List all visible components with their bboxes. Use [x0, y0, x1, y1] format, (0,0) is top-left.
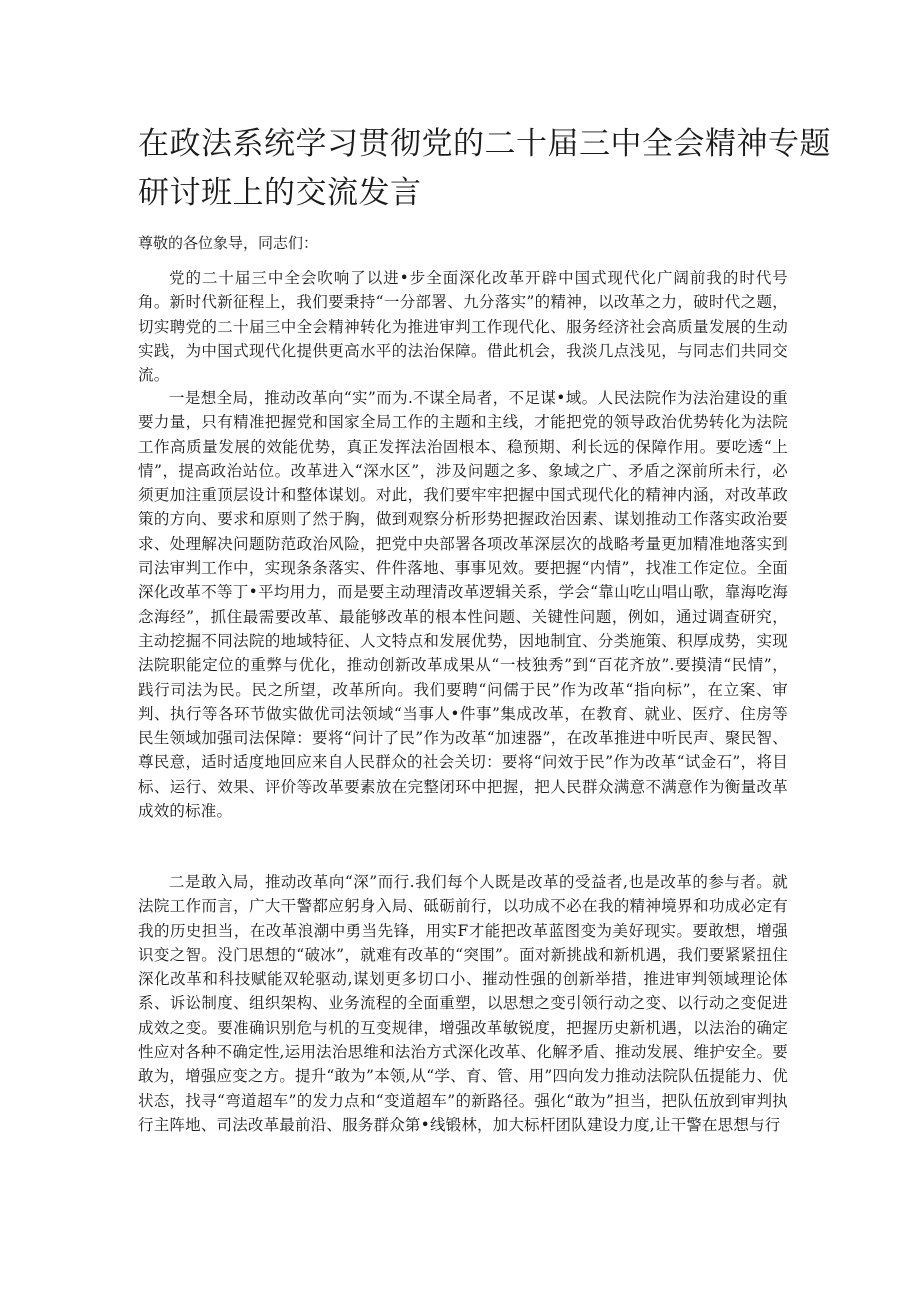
paragraph-intro: 党的二十届三中全会吹响了以进•步全面深化改革开辟中国式现代化广阔前我的时代号角。新时代新征程上，我们要秉持“一分部署、九分落实”的精神，以改革之力，破时代之题，切实聘党的二十届三中全会精神转化为推进审判工作现代化、服务经济社会高质量发展的生动实践，为中国式现代化提供更高水平的法治保障。借此机会，我淡几点浅见，与同志们共同交流。	[138, 269, 788, 385]
salutation: 尊敬的各位象导，同志们：	[138, 234, 319, 252]
paragraph-point-two: 二是敢入局，推动改革向“深”而行.我们每个人既是改革的受益者,也是改革的参与者。就法院工作而言，广大干警都应躬身入局、砥砺前行，以功成不必在我的精神境界和功成必定有我的历史担当，在改革浪潮中勇当先锋，用实F才能把改革蓝图变为美好现实。要敢想，增强识变之智。没门思想的“破冰”，就难有改革的“突围”。面对新挑战和新机遇，我们要紧紧扭住深化改革和科技赋能双轮驱动,谋划更多切口小、摧动性强的创新举措，推进审判领域理论体系、诉讼制度、组织架构、业务流程的全面重塑，以思想之变引领行动之变、以行动之变促进成效之变。要准确识别危与机的互变规律，增强改革敏锐度，把握历史新机遇，以法治的确定性应对各种不确定性,运用法治思维和法治方式深化改革、化解矛盾、推动发展、维护安全。要敢为，增强应变之方。提升“敢为”本领,从“学、育、管、用”四向发力推动法院队伍提能力、优状态，找寻“弯道超车”的发力点和“变道超车”的新路径。强化“敢为”担当，把队伍放到审判执行主阵地、司法改革最前沿、服务群众第•线锻林，加大标杆团队建设力度,让干警在思想与行	[138, 873, 788, 1134]
document-title-line-1: 在政法系统学习贯彻党的二十届三中全会精神专题	[138, 126, 831, 162]
document-title-line-2: 研讨班上的交流发言	[138, 175, 422, 211]
paragraph-point-one: 一是想全局，推动改革向“实”而为.不谋全局者，不足谋•域。人民法院作为法治建设的重要力量，只有精准把握党和国家全局工作的主题和主线，才能把党的领导政治优势转化为法院工作高质量发展的效能优势，真正发挥法治固根本、稳预期、利长远的保障作用。要吃透“上情”，提高政治站位。改革进入“深水区”，涉及问题之多、象域之广、矛盾之深前所未行，必须更加注重顶层设计和整体谋划。对此，我们要牢牢把握中国式现代化的精神内涵，对改革政策的方向、要求和原则了然于胸，做到观察分析形势把握政治因素、谋划推动工作落实政治要求、处理解决问题防范政治风险，把党中央部署各项改革深层次的战略考量更加精准地落实到司法审判工作中，实现条条落实、件件落地、事事见效。要把握“内情”，找准工作定位。全面深化改革不等丁•平均用力，而是要主动理清改革逻辑关系，学会“靠山吃山唱山歌，靠海吃海念海经”，抓住最需要改革、最能够改革的根本性问题、关键性问题，例如，通过调查研究，主动挖掘不同法院的地域特征、人文特点和发展优势，因地制宜、分类施策、积厚成势，实现法院职能定位的重弊与优化，推动创新改革成果从“一枝独秀”到“百花齐放”.要摸清“民情”，践行司法为民。民之所望，改革所向。我们要聘“问儒于民”作为改革“指向标”，在立案、审判、执行等各环节做实做优司法领域“当事人•件事”集成改革，在教育、就业、医疗、住房等民生领域加强司法保障：要将“问计了民”作为改革“加速器”，在改革推进中听民声、聚民智、尊民意，适时适度地回应来自人民群众的社会关切：要将“问效于民”作为改革“试金石”，将目标、运行、效果、评价等改革要素放在完整闭环中把握，把人民群众满意不满意作为衡量改革成效的标准。	[138, 389, 788, 821]
